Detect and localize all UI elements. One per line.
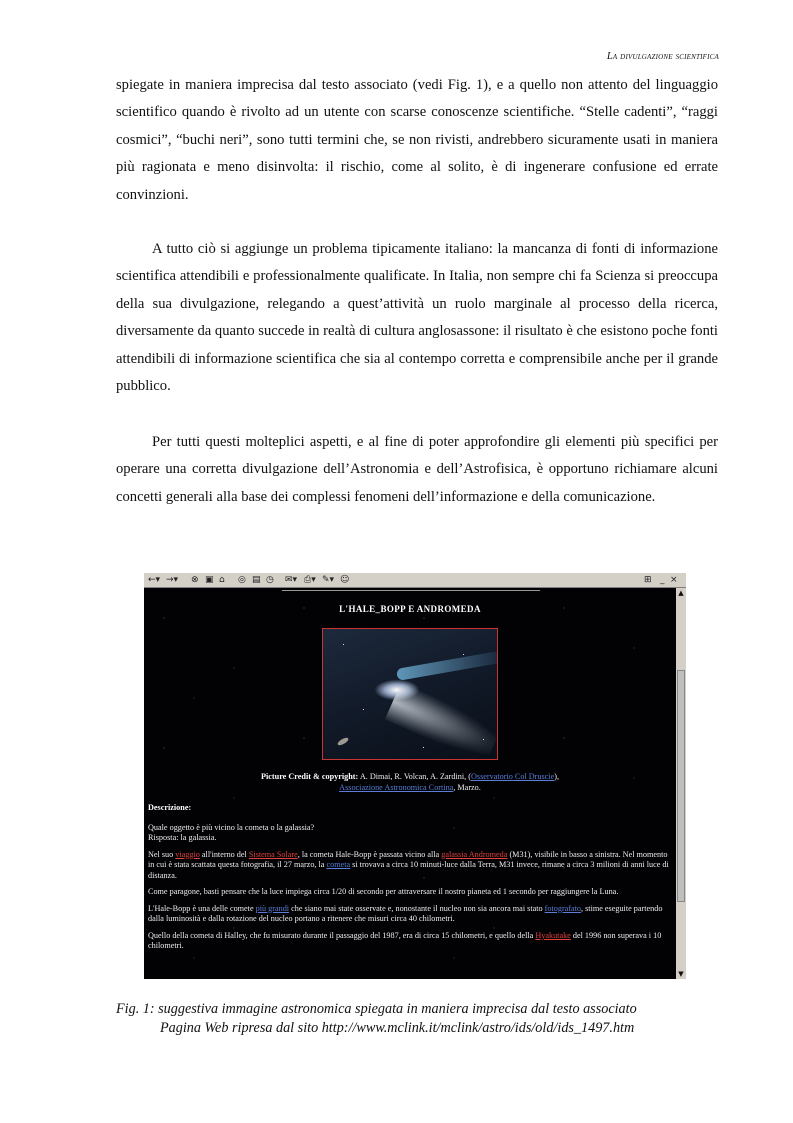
figure-caption: [116, 1000, 736, 1038]
comet-dust-tail: [385, 683, 498, 760]
forward-arrow-icon[interactable]: →▾: [166, 575, 179, 585]
link-sistema-solare[interactable]: Sistema Solare: [248, 849, 298, 859]
caption-line-1: Fig. 1: suggestiva immagine astronomica spiegata in maniera imprecisa dal testo associato: [116, 1001, 637, 1017]
scroll-up-icon[interactable]: ▲: [676, 588, 686, 598]
text: L'Hale-Bopp è una delle comete: [148, 903, 256, 913]
comet-photo: [322, 628, 498, 760]
credit-tail: , Marzo.: [453, 782, 481, 792]
qa-question: Quale oggetto è più vicino la cometa o la galassia?: [148, 822, 315, 832]
link-viaggio[interactable]: viaggio: [175, 849, 200, 859]
credit-sep: ),: [554, 772, 559, 781]
paragraph-2: [116, 236, 718, 400]
favorites-icon[interactable]: ▤: [252, 575, 261, 585]
text: all'interno del: [199, 849, 249, 859]
print-icon[interactable]: ⎙▾: [304, 575, 316, 585]
text: si trovava a circa 10 minuti-luce dalla Terra, M31 invece, rimane a circa 3 milioni di anni luce di distanza.: [148, 860, 669, 880]
refresh-icon[interactable]: ▣: [205, 575, 214, 585]
picture-credit: [144, 772, 676, 793]
browser-toolbar: [144, 573, 686, 588]
close-icon[interactable]: ×: [670, 575, 678, 585]
scrollbar-thumb[interactable]: [677, 670, 685, 902]
description-paragraph-3: [148, 904, 670, 925]
link-fotografato[interactable]: fotografato: [544, 903, 582, 913]
scrollbar[interactable]: [676, 588, 686, 979]
back-arrow-icon[interactable]: ←▾: [148, 575, 161, 585]
text: che siano mai state osservate e, nonostante il nucleo non sia ancora mai stato: [289, 903, 545, 913]
scroll-down-icon[interactable]: ▼: [676, 969, 686, 979]
description: [148, 803, 670, 958]
andromeda-galaxy: [337, 736, 350, 746]
home-icon[interactable]: ⌂: [219, 575, 225, 585]
edit-icon[interactable]: ✎▾: [322, 575, 335, 585]
description-paragraph-1: [148, 850, 670, 882]
link-piu-grandi[interactable]: più grandi: [255, 903, 290, 913]
minimize-icon[interactable]: _: [660, 575, 665, 585]
link-cometa[interactable]: cometa: [326, 860, 351, 869]
paragraph-1: [116, 72, 718, 209]
qa-block: [148, 823, 670, 844]
comet-ion-tail: [396, 651, 498, 681]
paragraph-3: [116, 429, 718, 511]
link-associazione[interactable]: Associazione Astronomica Cortina: [339, 782, 454, 792]
qa-answer: Risposta: la galassia.: [148, 833, 217, 842]
text: Quello della cometa di Halley, che fu misurato durante il passaggio del 1987, era di circa 15 chilometri, e quello della: [148, 930, 536, 940]
text: del 1996 non superava i 10 chilometri.: [148, 930, 662, 950]
star: [343, 644, 344, 645]
link-galassia-andromeda[interactable]: galassia Andromeda: [441, 849, 508, 859]
star: [423, 747, 424, 748]
text: (M31), visibile in basso a sinistra. Nel momento in cui è stata scattata questa fotografia, il 27 marzo, la: [148, 849, 668, 869]
description-label: Descrizione:: [148, 803, 192, 812]
caption-line-2: Pagina Web ripresa dal sito http://www.mclink.it/mclink/astro/ids/old/ids_1497.htm: [160, 1020, 635, 1036]
running-header: La divulgazione scientifica: [606, 51, 719, 62]
star: [363, 709, 364, 710]
text: , la cometa Hale-Bopp è passata vicino alla: [297, 849, 442, 859]
credit-authors: A. Dimai, R. Volcan, A. Zardini, (: [358, 772, 471, 781]
history-icon[interactable]: ◷: [266, 575, 274, 585]
text: , stime eseguite partendo dalla luminosità e dalla rotazione del nucleo portano a ritenere che misuri circa 40 chilometri.: [148, 903, 663, 923]
web-page-title: L'HALE_BOPP E ANDROMEDA: [339, 604, 481, 614]
paragraph-text: spiegate in maniera imprecisa dal testo associato (vedi Fig. 1), e a quello non attento del linguaggio scientifico quando è rivolto ad un utente con scarse conoscenze scientifiche. “Stelle cadenti”, “raggi cosmici”, “buchi neri”, sono tutti termini che, se non rivisti, andrebbero sicuramente usati in maniera più ragionata e meno disinvolta: il rischio, come al solito, è di ingenerare confusione ed errate convinzioni.: [116, 77, 718, 203]
web-page-content: [144, 588, 676, 979]
paragraph-text: Per tutti questi molteplici aspetti, e al fine di poter approfondire gli elementi più specifici per operare una corretta divulgazione dell’Astronomia e dell’Astrofisica, è opportuno richiamare alcuni concetti generali alla base dei complessi fenomeni dell’informazione e della comunicazione.: [116, 434, 718, 505]
credit-label: Picture Credit & copyright:: [261, 772, 359, 781]
text: Nel suo: [148, 849, 176, 859]
windows-logo-icon: ⊞: [644, 575, 652, 585]
star: [483, 739, 484, 740]
search-icon[interactable]: ◎: [238, 575, 246, 585]
description-paragraph-4: [148, 931, 670, 952]
messenger-icon[interactable]: ☺: [340, 575, 350, 585]
divider: [282, 590, 540, 591]
description-paragraph-2: Come paragone, basti pensare che la luce impiega circa 1/20 di secondo per attraversare il nostro pianeta ed 1 secondo per raggiungere la Luna.: [148, 887, 619, 896]
link-hyakutake[interactable]: Hyakutake: [535, 930, 571, 940]
mail-icon[interactable]: ✉▾: [285, 575, 298, 585]
figure-web-screenshot: [144, 573, 686, 979]
link-osservatorio[interactable]: Osservatorio Col Druscie: [470, 772, 555, 781]
star: [463, 654, 464, 655]
stop-icon[interactable]: ⊗: [191, 575, 199, 585]
paragraph-text: A tutto ciò si aggiunge un problema tipicamente italiano: la mancanza di fonti di informazione scientifica attendibili e professionalmente qualificate. In Italia, non sempre chi fa Scienza si preoccupa della sua divulgazione, relegando a quest’attività un ruolo marginale al processo della ricerca, diversamente da quanto succede in realtà di cultura anglosassone: il risultato è che esistono poche fonti attendibili di informazione scientifica che sia al contempo corretta e comprensibile anche per il grande pubblico.: [116, 241, 718, 395]
